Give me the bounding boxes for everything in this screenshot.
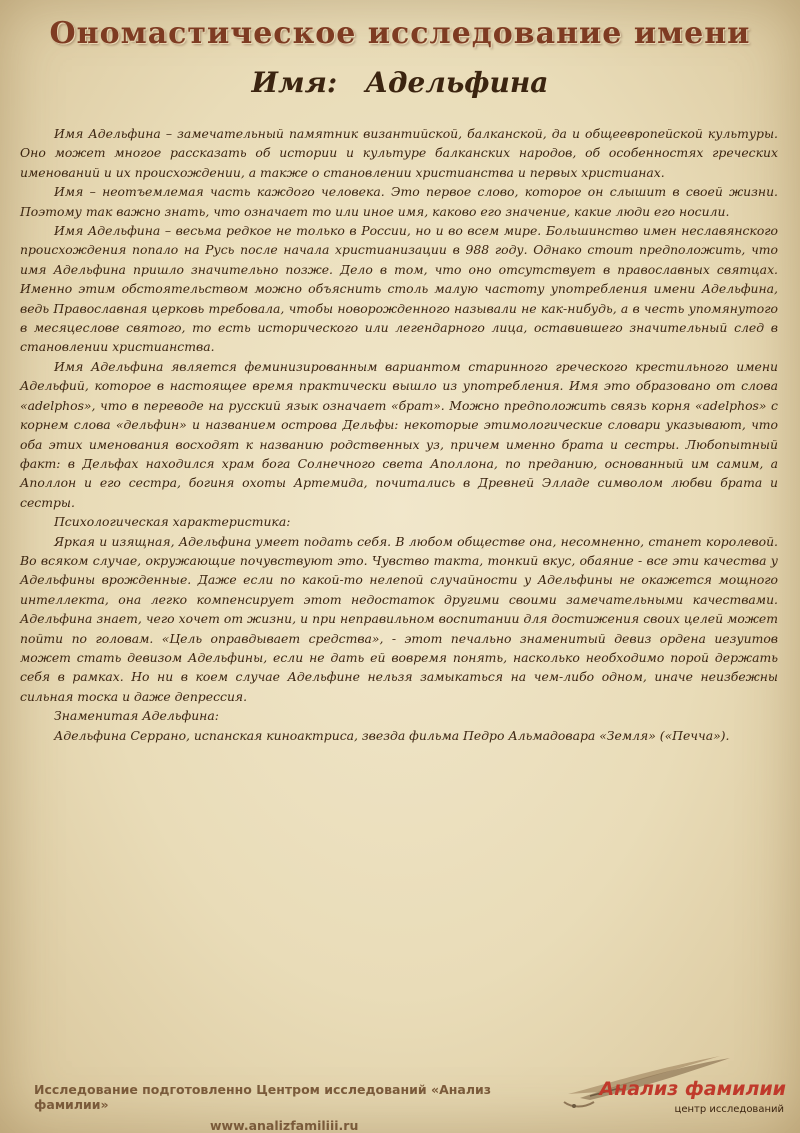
brand-logo[interactable] (560, 1046, 790, 1121)
footer-url-link[interactable]: www.analizfamiliii.ru (210, 1118, 359, 1133)
paragraph-etymology: Имя Адельфина является феминизированным вариантом старинного греческого крестильного имени Адельфий, которое в настоящее время практически вышло из употребления. Имя это образовано от слова «adelphos», что в переводе на русский язык означает «брат». Можно предположить связь корня «adelphos» с корнем слова «дельфин» и названием острова Дельфы: некоторые этимологические словари указывают, что оба этих именования восходят к названию родственных уз, причем именно брата и сестры. Любопытный факт: в Дельфах находился храм бога Солнечного света Аполлона, по преданию, основанный им самим, а Аполлон и его сестра, богиня охоты Артемида, почитались в Древней Элладе символом любви брата и сестры. (20, 358, 778, 510)
page-title: Ономастическое исследование имени (49, 16, 751, 51)
paragraph-psychology: Яркая и изящная, Адельфина умеет подать себя. В любом обществе она, несомненно, станет королевой. Во всяком случае, окружающие почувствуют это. Чувство такта, тонкий вкус, обаяние - все эти качества у Адельфины врожденные. Даже если по какой-то нелепой случайности у Адельфины не окажется мощного интеллекта, она легко компенсирует этот недостаток другими своими замечательными качествами. Адельфина знает, чего хочет от жизни, и при неправильном воспитании для достижения своих целей может пойти по головам. «Цель оправдывает средства», - этот печально знаменитый девиз ордена иезуитов может стать девизом Адельфины, если не дать ей вовремя понять, насколько необходимо порой держать себя в рамках. Но ни в коем случае Адельфине нельзя замыкаться на чем-либо одном, иначе неизбежны сильная тоска и даже депрессия. (20, 533, 778, 704)
logo-subtitle: центр исследований (674, 1104, 784, 1115)
footer-credit (34, 1082, 534, 1133)
paragraph-famous: Адельфина Серрано, испанская киноактриса, звезда фильма Педро Альмадовара «Земля» («Печча»). (54, 727, 730, 743)
paragraph-intro: Имя Адельфина – замечательный памятник византийской, балканской, да и общеевропейской культуры. Оно может многое рассказать об истории и культуре балканских народов, об особенностях греческих именований и их происхождении, а также о становлении христианства и первых христианах. (20, 126, 778, 180)
article-body (20, 124, 778, 745)
name-heading (0, 66, 800, 99)
logo-brand-text: Анализ фамилии (599, 1078, 786, 1100)
name-label: Имя: (251, 66, 338, 99)
name-value: Адельфина (365, 66, 549, 99)
paragraph-rarity: Имя Адельфина – весьма редкое не только в России, но и во всем мире. Большинство имен неславянского происхождения попало на Русь после начала христианизации в 988 году. Однако стоит предположить, что имя Адельфина пришло значительно позже. Дело в том, что оно отсутствует в православных святцах. Именно этим обстоятельством можно объяснить столь малую частоту употребления имени Адельфина, ведь Православная церковь требовала, чтобы новорожденного называли не как-нибудь, а в честь упомянутого в месяцеслове святого, то есть исторического или легендарного лица, оставившего значительный след в становлении христианства. (20, 223, 778, 355)
section-heading-psychology: Психологическая характеристика: (54, 514, 291, 530)
paragraph-importance: Имя – неотъемлемая часть каждого человека. Это первое слово, которое он слышит в своей жизни. Поэтому так важно знать, что означает то или иное имя, каково его значение, какие люди его носили. (20, 184, 778, 219)
section-heading-famous: Знаменитая Адельфина: (54, 708, 219, 724)
footer-credit-text: Исследование подготовленно Центром исследований «Анализ фамилии» (34, 1082, 491, 1112)
